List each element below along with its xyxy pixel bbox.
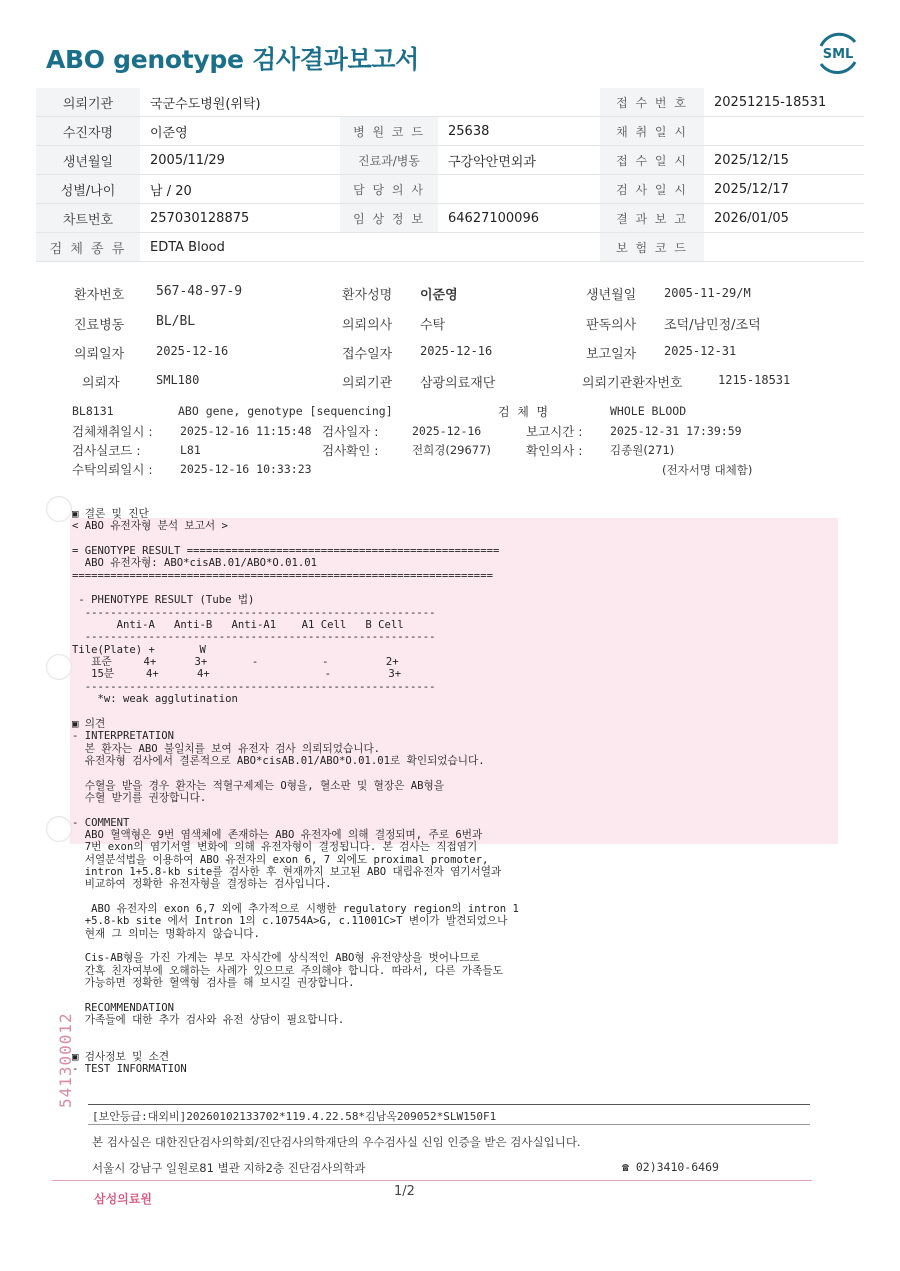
field-value: 2005/11/29: [140, 146, 340, 175]
report-time: 2025-12-31 17:39:59: [610, 424, 742, 438]
field-label: 채 취 일 시: [600, 117, 704, 146]
header-row: [36, 204, 864, 233]
req-date: 2025-12-16: [156, 344, 229, 358]
ward-label: 진료병동: [74, 318, 125, 333]
req-doctor-label: 의뢰의사: [342, 318, 393, 333]
field-value: EDTA Blood: [140, 233, 340, 262]
field-value: [438, 175, 600, 204]
test-code: BL8131: [72, 404, 114, 418]
test-date: 2025-12-16: [412, 424, 482, 438]
req-doctor: 수탁: [420, 318, 446, 333]
confirm-value: 김종원(271): [610, 443, 675, 457]
field-label: 보 험 코 드: [600, 233, 704, 262]
divider: [88, 1124, 810, 1125]
org-patient-no: 1215-18531: [718, 373, 791, 387]
field-value: 25638: [438, 117, 600, 146]
lab-code: L81: [180, 443, 201, 457]
patient-no: 567-48-97-9: [156, 284, 243, 299]
collect-time: 2025-12-16 11:15:48: [180, 424, 312, 438]
phone-number: ☎ 02)3410-6469: [622, 1160, 719, 1174]
divider: [88, 1104, 810, 1105]
verify-value: 전희경(29677): [412, 443, 491, 457]
logo-text: SML: [822, 47, 854, 62]
cert-line: 본 검사실은 대한진단검사의학회/진단검사의학재단의 우수검사실 신임 인증을 받은 검사실입니다.: [92, 1135, 581, 1149]
field-value: 257030128875: [140, 204, 340, 233]
field-value: 이준영: [140, 117, 340, 146]
field-label: 생년월일: [36, 146, 140, 175]
field-label: 검 사 일 시: [600, 175, 704, 204]
field-label: 성별/나이: [36, 175, 140, 204]
empty-cell: [340, 88, 600, 117]
patient-name-label: 환자성명: [342, 288, 393, 303]
header-row: [36, 88, 864, 117]
field-value: 64627100096: [438, 204, 600, 233]
lab-code-label: 검사실코드 :: [72, 443, 141, 458]
test-date-label: 검사일자 :: [322, 424, 379, 439]
header-row: [36, 175, 864, 204]
field-label: 결 과 보 고: [600, 204, 704, 233]
confirm-label: 확인의사 :: [526, 443, 583, 458]
header-row: [36, 146, 864, 175]
report-time-label: 보고시간 :: [526, 424, 583, 439]
field-value: [704, 233, 864, 262]
header-row: [36, 233, 864, 262]
req-org: 삼광의료재단: [420, 376, 496, 391]
field-label: 접 수 번 호: [600, 88, 704, 117]
collect-label: 검체채취일시 :: [72, 424, 153, 439]
punch-hole: [46, 654, 72, 680]
punch-hole: [46, 816, 72, 842]
footer-divider: [52, 1180, 812, 1181]
field-label: 담 당 의 사: [340, 175, 438, 204]
address-line: 서울시 강남구 일원로81 별관 지하2층 진단검사의학과: [92, 1161, 366, 1175]
specimen-label: 검 체 명: [498, 405, 549, 419]
side-number: 541300012: [56, 1012, 75, 1108]
report-date: 2025-12-31: [664, 344, 737, 358]
test-name: ABO gene, genotype [sequencing]: [178, 404, 393, 418]
field-label: 접 수 일 시: [600, 146, 704, 175]
field-value: 구강악안면외과: [438, 146, 600, 175]
field-label: 임 상 정 보: [340, 204, 438, 233]
birth-value: 2005-11-29/M: [664, 286, 751, 300]
rcv-date-label: 접수일자: [342, 347, 393, 362]
report-body: ▣ 결론 및 진단 < ABO 유전자형 분석 보고서 > = GENOTYPE RESULT ================================================= ABO 유전자형: ABO*cisAB.01/ABO*O.01.01 ================================================================== - PHENOTYPE RESULT (Tube 법) ------------------------------------------------------- Anti-A Anti-B Anti-A1 A1 Cell B Cell ------------------------------------------------------- Tile(Plate) + W 표준 4+ 3+ - - 2+ 15분 4+ 4+ - 3+ ------------------------------------------------------- *w: weak agglutination ▣ 의견 - INTERPRETATION 본 환자는 ABO 불일치를 보여 유전자 검사 의뢰되었습니다. 유전자형 검사에서 결론적으로 ABO*cisAB.01/ABO*O.01.01로 확인되었습니다. 수혈을 받을 경우 환자는 적혈구제제는 O형을, 혈소판 및 혈장은 AB형을 수혈 받기를 권장합니다. - COMMENT ABO 혈액형은 9번 염색체에 존재하는 ABO 유전자에 의해 결정되며, 주로 6번과 7번 exon의 염기서열 변화에 의해 유전자형이 결정됩니다. 본 검사는 직접염기 서열분석법을 이용하여 ABO 유전자의 exon 6, 7 외에도 proximal promoter, intron 1+5.8-kb site를 검사한 후 현재까지 보고된 ABO 대립유전자 염기서열과 비교하여 정확한 유전자형을 결정하는 검사입니다. ABO 유전자의 exon 6,7 외에 추가적으로 시행한 regulatory region의 intron 1 +5.8-kb site 에서 Intron 1의 c.10754A>G, c.11001C>T 변이가 발견되었으나 현재 그 의미는 명확하지 않습니다. Cis-AB형을 가진 가계는 부모 자식간에 상식적인 ABO형 유전양상을 벗어나므로 간혹 친자여부에 오해하는 사례가 있으므로 주의해야 합니다. 따라서, 다른 가족들도 가능하면 정확한 혈액형 검사를 해 보시길 권장합니다. RECOMMENDATION 가족들에 대한 추가 검사와 유전 상담이 필요합니다. ▣ 검사정보 및 소견 - TEST INFORMATION: [72, 508, 519, 1076]
report-date-label: 보고일자: [586, 347, 637, 362]
field-value: 국군수도병원(위탁): [140, 88, 340, 117]
consign-label: 수탁의뢰일시 :: [72, 462, 153, 477]
sml-logo: [815, 30, 861, 76]
header-row: [36, 117, 864, 146]
patient-no-label: 환자번호: [74, 288, 125, 303]
verify-label: 검사확인 :: [322, 443, 379, 458]
requester: SML180: [156, 373, 200, 387]
req-date-label: 의뢰일자: [74, 347, 125, 362]
field-label: 병 원 코 드: [340, 117, 438, 146]
empty-cell: [340, 233, 600, 262]
page-number: 1/2: [394, 1184, 415, 1199]
field-value: 2025/12/17: [704, 175, 864, 204]
patient-name: 이준영: [420, 288, 458, 303]
field-label: 차트번호: [36, 204, 140, 233]
field-value: 2025/12/15: [704, 146, 864, 175]
field-value: 20251215-18531: [704, 88, 864, 117]
ward-value: BL/BL: [156, 314, 196, 329]
reading-doctor: 조덕/남민정/조덕: [664, 318, 761, 333]
field-label: 검 체 종 류: [36, 233, 140, 262]
rcv-date: 2025-12-16: [420, 344, 493, 358]
field-label: 수진자명: [36, 117, 140, 146]
security-line: [보안등급:대외비]20260102133702*119.4.22.58*김남옥209052*SLW150F1: [92, 1110, 497, 1123]
field-value: 남 / 20: [140, 175, 340, 204]
requester-label: 의뢰자: [82, 376, 120, 391]
req-org-label: 의뢰기관: [342, 376, 393, 391]
consign-time: 2025-12-16 10:33:23: [180, 462, 312, 476]
field-value: 2026/01/05: [704, 204, 864, 233]
birth-label: 생년월일: [586, 288, 637, 303]
field-label: 진료과/병동: [340, 146, 438, 175]
field-value: [704, 117, 864, 146]
report-title: ABO genotype 검사결과보고서: [46, 45, 420, 74]
field-label: 의뢰기관: [36, 88, 140, 117]
brand-name: 삼성의료원: [94, 1192, 152, 1206]
header-table: [36, 88, 864, 262]
reading-doctor-label: 판독의사: [586, 318, 637, 333]
punch-hole: [46, 496, 72, 522]
esign-note: (전자서명 대체함): [662, 463, 753, 477]
specimen-value: WHOLE BLOOD: [610, 404, 687, 418]
org-patient-no-label: 의뢰기관환자번호: [582, 376, 683, 391]
